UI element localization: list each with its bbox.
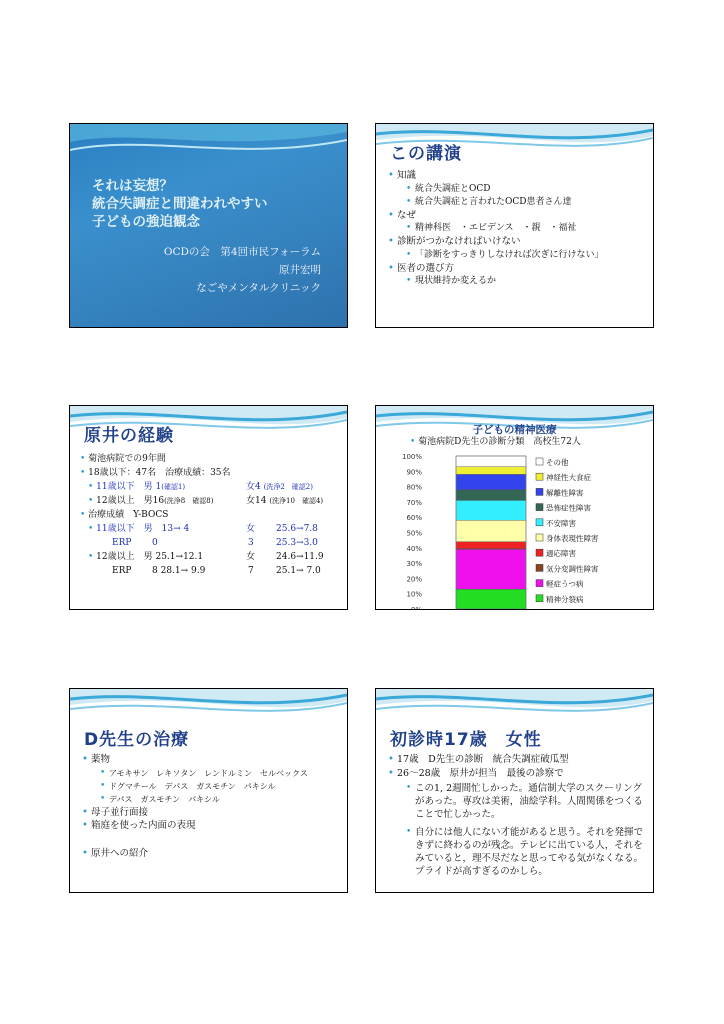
list-item: • 母子並行面接 bbox=[82, 806, 341, 820]
legend-label: 軽症うつ病 bbox=[546, 579, 584, 589]
stacked-bar-chart bbox=[376, 406, 654, 610]
bar-segment bbox=[456, 542, 526, 549]
list-item: • 「診断をすっきりしなければ次ぎに行けない」 bbox=[397, 249, 647, 262]
legend-label: その他 bbox=[546, 458, 569, 467]
bar-segment bbox=[456, 589, 526, 609]
stat-row: • 12歳以上 男 25.1→12.1 女 24.6→11.9 bbox=[88, 552, 324, 562]
legend-label: 不安障害 bbox=[546, 518, 576, 528]
clinic-name: なごやメンタルクリニック bbox=[196, 282, 321, 294]
bar-segment bbox=[456, 520, 526, 541]
slide-title-heading bbox=[92, 177, 268, 231]
bar-segment bbox=[456, 456, 526, 467]
y-tick-label: 80% bbox=[406, 483, 422, 492]
bar-segment bbox=[456, 500, 526, 520]
quote: • この1, 2週間忙しかった。通信制大学のスクーリングがあった。専攻は美術，油絵学科。人間関係をつくることで忙しかった。 bbox=[397, 782, 647, 821]
legend-label: 解離性障害 bbox=[546, 488, 584, 498]
drug-list: • アモキサン レキソタン レンドルミン セルベックス bbox=[91, 767, 341, 780]
list-item: • 精神科医 ・エビデンス ・親 ・福祉 bbox=[397, 222, 647, 235]
y-tick-label: 50% bbox=[406, 529, 422, 538]
legend-swatch bbox=[536, 580, 543, 587]
bar-segment bbox=[456, 467, 526, 475]
bullet-list bbox=[388, 753, 647, 878]
author-name: 原井宏明 bbox=[279, 264, 321, 276]
quote: • 自分には他人にない才能があると思う。それを発揮できずに終わるのが残念。テレビに出ている人，それをみていると，理不尽だなと思ってやる気がなくなる。プライドが高すぎるのかしら。 bbox=[397, 826, 647, 878]
legend-label: 精神分裂病 bbox=[546, 594, 584, 604]
slide-case bbox=[375, 688, 654, 893]
y-tick-label: 90% bbox=[406, 468, 422, 477]
list-item: • 菊池病院での9年間 bbox=[80, 454, 166, 464]
y-tick-label: 70% bbox=[406, 498, 422, 507]
wave-decoration bbox=[70, 124, 347, 168]
legend-swatch bbox=[536, 504, 543, 511]
list-item: • 医者の選び方 • 現状維持か変えるか bbox=[388, 262, 647, 289]
legend-swatch bbox=[536, 488, 543, 495]
y-tick-label: 20% bbox=[406, 575, 422, 584]
slide-heading: 子どもの精神医療 bbox=[472, 424, 557, 436]
legend-swatch bbox=[536, 519, 543, 526]
title-line: 子どもの強迫観念 bbox=[92, 214, 200, 230]
drug-list: • ドグマチール デパス ガスモチン パキシル bbox=[91, 780, 341, 793]
bullet-list bbox=[82, 753, 341, 860]
list-item: • 17歳 D先生の診断 統合失調症破瓜型 bbox=[388, 753, 647, 767]
list-item: • 現状維持か変えるか bbox=[397, 275, 647, 288]
slide-heading: この講演 bbox=[390, 144, 462, 164]
list-item: • 26～28歳 原井が担当 最後の診察で • この1, 2週間忙しかった。通信制大学のスクーリングがあった。専攻は美術，油絵学科。人間関係をつくることで忙しかった。 • 自分には他人にない才能があると思う。それを発揮できずに終わるのが残念。テレビに出ている人，それをみていると，理不尽だなと思ってやる気がなくなる。プライドが高すぎるのかしら。 bbox=[388, 767, 647, 879]
slide-heading: 原井の経験 bbox=[84, 426, 174, 446]
list-item: • 統合失調症と言われたOCD患者さん達 bbox=[397, 196, 647, 209]
list-item: • 原井への紹介 bbox=[82, 847, 341, 861]
slide-title bbox=[69, 123, 348, 328]
bar-segment bbox=[456, 474, 526, 489]
list-item: • 薬物 • アモキサン レキソタン レンドルミン セルベックス • ドグマチール デパス ガスモチン パキシル • デパス ガスモチン パキシル bbox=[82, 753, 341, 806]
slide-child-psychiatry bbox=[375, 405, 654, 610]
legend-label: 恐怖症性障害 bbox=[546, 503, 591, 513]
legend-label: 気分変調性障害 bbox=[546, 564, 599, 574]
stat-row: • 11歳以下 男 1(確認1) 女4 (洗浄2 確認2) bbox=[88, 482, 313, 492]
list-item: • 診断がつかなければいけない • 「診断をすっきりしなければ次ぎに行けない」 bbox=[388, 235, 647, 262]
slide-experience bbox=[69, 405, 348, 610]
legend-swatch bbox=[536, 549, 543, 556]
title-line: それは妄想？ bbox=[92, 178, 173, 194]
legend-swatch bbox=[536, 458, 543, 465]
drug-list: • デパス ガスモチン パキシル bbox=[91, 793, 341, 806]
y-tick-label: 10% bbox=[406, 590, 422, 599]
list-item: • 治療成績 Y-BOCS bbox=[80, 510, 169, 520]
chart-caption: • 菊池病院D先生の診断分類 高校生72人 bbox=[410, 434, 581, 447]
stat-row: • 12歳以上 男16(洗浄8 確認8) 女14 (洗浄10 確認4) bbox=[88, 496, 324, 506]
y-tick-label: 30% bbox=[406, 560, 422, 569]
y-tick-label: 100% bbox=[401, 453, 422, 461]
y-tick-label: 0% bbox=[410, 606, 422, 611]
legend-swatch bbox=[536, 564, 543, 571]
list-item: • 知識 • 統合失調症とOCD • 統合失調症と言われたOCD患者さん達 bbox=[388, 169, 647, 209]
legend-label: 適応障害 bbox=[546, 549, 576, 559]
list-item: • なぜ • 精神科医 ・エビデンス ・親 ・福祉 bbox=[388, 209, 647, 236]
legend-label: 神経性大食症 bbox=[546, 473, 591, 483]
stat-row: ERP 0 3 25.3→3.0 bbox=[112, 538, 318, 548]
bar-segment bbox=[456, 490, 526, 501]
legend-swatch bbox=[536, 595, 543, 602]
y-tick-label: 40% bbox=[406, 544, 422, 553]
list-item: • 箱庭を使った内面の表現 bbox=[82, 819, 341, 833]
bar-segment bbox=[456, 549, 526, 589]
legend-swatch bbox=[536, 473, 543, 480]
slide-heading: 初診時17歳 女性 bbox=[390, 730, 542, 750]
experience-body bbox=[80, 452, 345, 578]
list-item: • 統合失調症とOCD bbox=[397, 183, 647, 196]
slide-treatment bbox=[69, 688, 348, 893]
legend-swatch bbox=[536, 534, 543, 541]
list-item: • 18歳以下：47名 治療成績：35名 bbox=[80, 468, 231, 478]
title-line: 統合失調症と間違われやすい bbox=[92, 196, 268, 212]
bullet-list bbox=[388, 169, 647, 288]
legend-label: 身体表現性障害 bbox=[546, 534, 599, 543]
slide-heading: D先生の治療 bbox=[84, 730, 190, 750]
slide-this-lecture bbox=[375, 123, 654, 328]
event-name: OCDの会 第4回市民フォーラム bbox=[163, 246, 321, 258]
stat-row: ERP 8 28.1→ 9.9 7 25.1→ 7.0 bbox=[112, 566, 321, 576]
y-tick-label: 60% bbox=[406, 514, 422, 523]
slide-subtitle bbox=[164, 243, 321, 297]
stat-row: • 11歳以下 男 13→ 4 女 25.6→7.8 bbox=[88, 524, 318, 534]
